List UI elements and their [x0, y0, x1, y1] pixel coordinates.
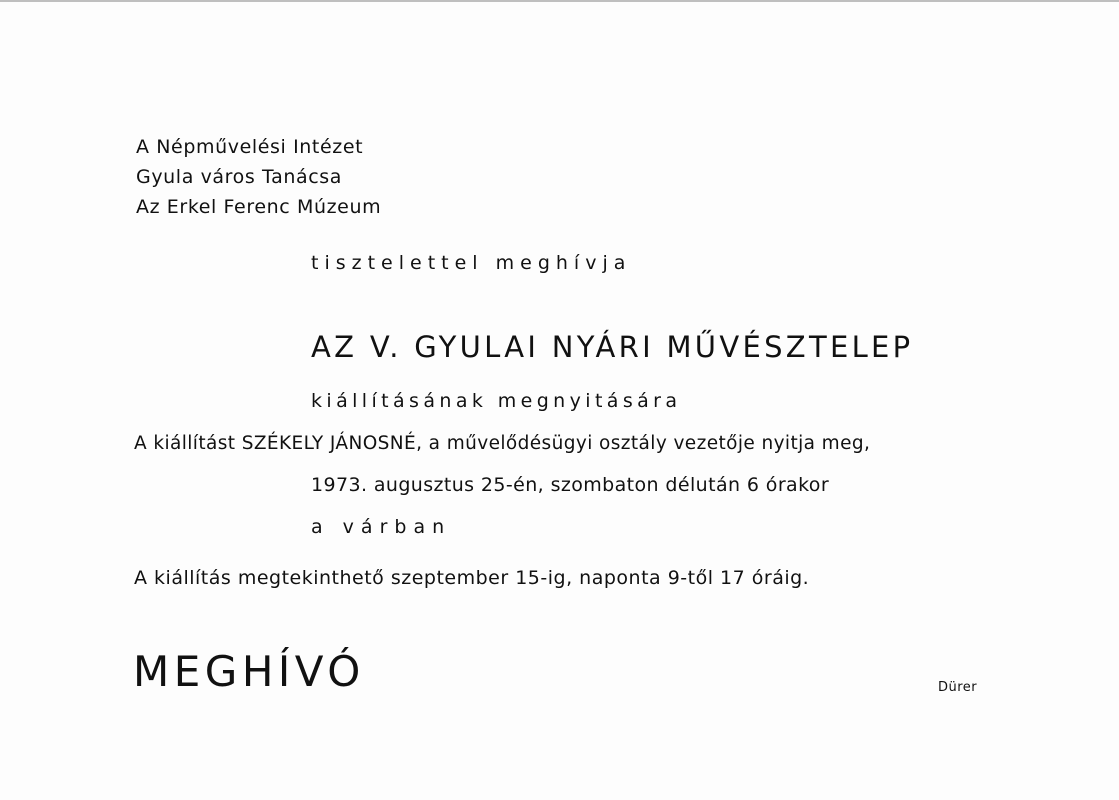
invitation-heading: MEGHÍVÓ: [133, 647, 365, 696]
event-datetime: 1973. augusztus 25-én, szombaton délután 6 órakor: [311, 474, 830, 496]
organizer-line: Gyula város Tanácsa: [136, 166, 342, 188]
opening-text: kiállításának megnyitására: [311, 390, 682, 412]
printer-mark: Dürer: [938, 680, 978, 695]
viewing-hours: A kiállítás megtekinthető szeptember 15-ig, naponta 9-től 17 óráig.: [134, 567, 810, 589]
opener-text: A kiállítást SZÉKELY JÁNOSNÉ, a művelődésügyi osztály vezetője nyitja meg,: [134, 433, 871, 454]
event-title: AZ V. GYULAI NYÁRI MŰVÉSZTELEP: [311, 330, 914, 364]
organizer-line: A Népművelési Intézet: [136, 136, 364, 158]
top-border: [0, 0, 1119, 2]
invites-text: tisztelettel meghívja: [311, 252, 632, 274]
organizer-line: Az Erkel Ferenc Múzeum: [136, 196, 382, 218]
event-venue: a várban: [311, 516, 452, 538]
